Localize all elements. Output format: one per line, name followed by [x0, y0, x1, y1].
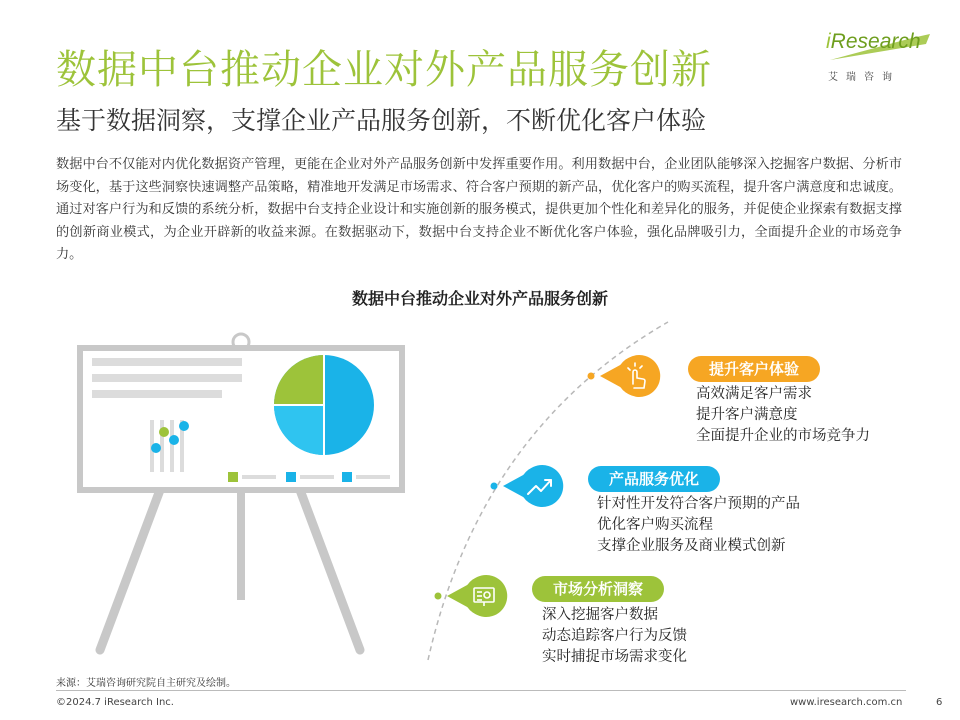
- list-item: 全面提升企业的市场竞争力: [696, 428, 870, 444]
- section-marker-product-service: [491, 465, 564, 507]
- list-item: 提升客户满意度: [696, 407, 798, 423]
- page-subtitle: 基于数据洞察，支撑企业产品服务创新，不断优化客户体验: [56, 106, 707, 135]
- tag-product-service: 产品服务优化: [588, 466, 720, 492]
- tag-market-analysis: 市场分析洞察: [532, 576, 664, 602]
- iresearch-logo: [826, 30, 934, 86]
- list-item: 支撑企业服务及商业模式创新: [597, 538, 786, 554]
- list-item: 高效满足客户需求: [696, 386, 812, 402]
- page-title: 数据中台推动企业对外产品服务创新: [56, 47, 712, 93]
- easel-illustration: [80, 334, 402, 650]
- copyright: ©2024.7 iResearch Inc.: [56, 697, 174, 708]
- list-item: 优化客户购买流程: [597, 517, 713, 533]
- page-number: 6: [936, 697, 943, 708]
- logo-chinese-name: 艾瑞咨询: [828, 72, 900, 83]
- logo-wordmark: iResearch: [826, 30, 921, 53]
- diagram-title: 数据中台推动企业对外产品服务创新: [351, 289, 608, 308]
- footer-divider: [56, 690, 906, 691]
- list-item: 动态追踪客户行为反馈: [542, 628, 687, 644]
- list-item: 深入挖掘客户数据: [542, 607, 658, 623]
- list-item: 实时捕捉市场需求变化: [542, 649, 687, 665]
- diagram-canvas: [0, 300, 960, 670]
- website-link[interactable]: www.iresearch.com.cn: [790, 697, 903, 708]
- list-item: 针对性开发符合客户预期的产品: [597, 496, 800, 512]
- source-note: 来源：艾瑞咨询研究院自主研究及绘制。: [56, 678, 236, 689]
- section-marker-customer-experience: [588, 355, 661, 397]
- tag-customer-experience: 提升客户体验: [688, 356, 820, 382]
- intro-paragraph: 数据中台不仅能对内优化数据资产管理，更能在企业对外产品服务创新中发挥重要作用。利用数据中台，企业团队能够深入挖掘客户数据、分析市场变化，基于这些洞察快速调整产品策略，精准地开发满足市场需求、符合客户预期的新产品，优化客户的购买流程，提升客户满意度和忠诚度。通过对客户行为和反馈的系统分析，数据中台支持企业设计和实施创新的服务模式，提供更加个性化和差异化的服务，并促使企业探索有数据支撑的创新商业模式，为企业开辟新的收益来源。在数据驱动下，数据中台支持企业不断优化客户体验，强化品牌吸引力，全面提升企业的市场竞争力。: [56, 157, 902, 262]
